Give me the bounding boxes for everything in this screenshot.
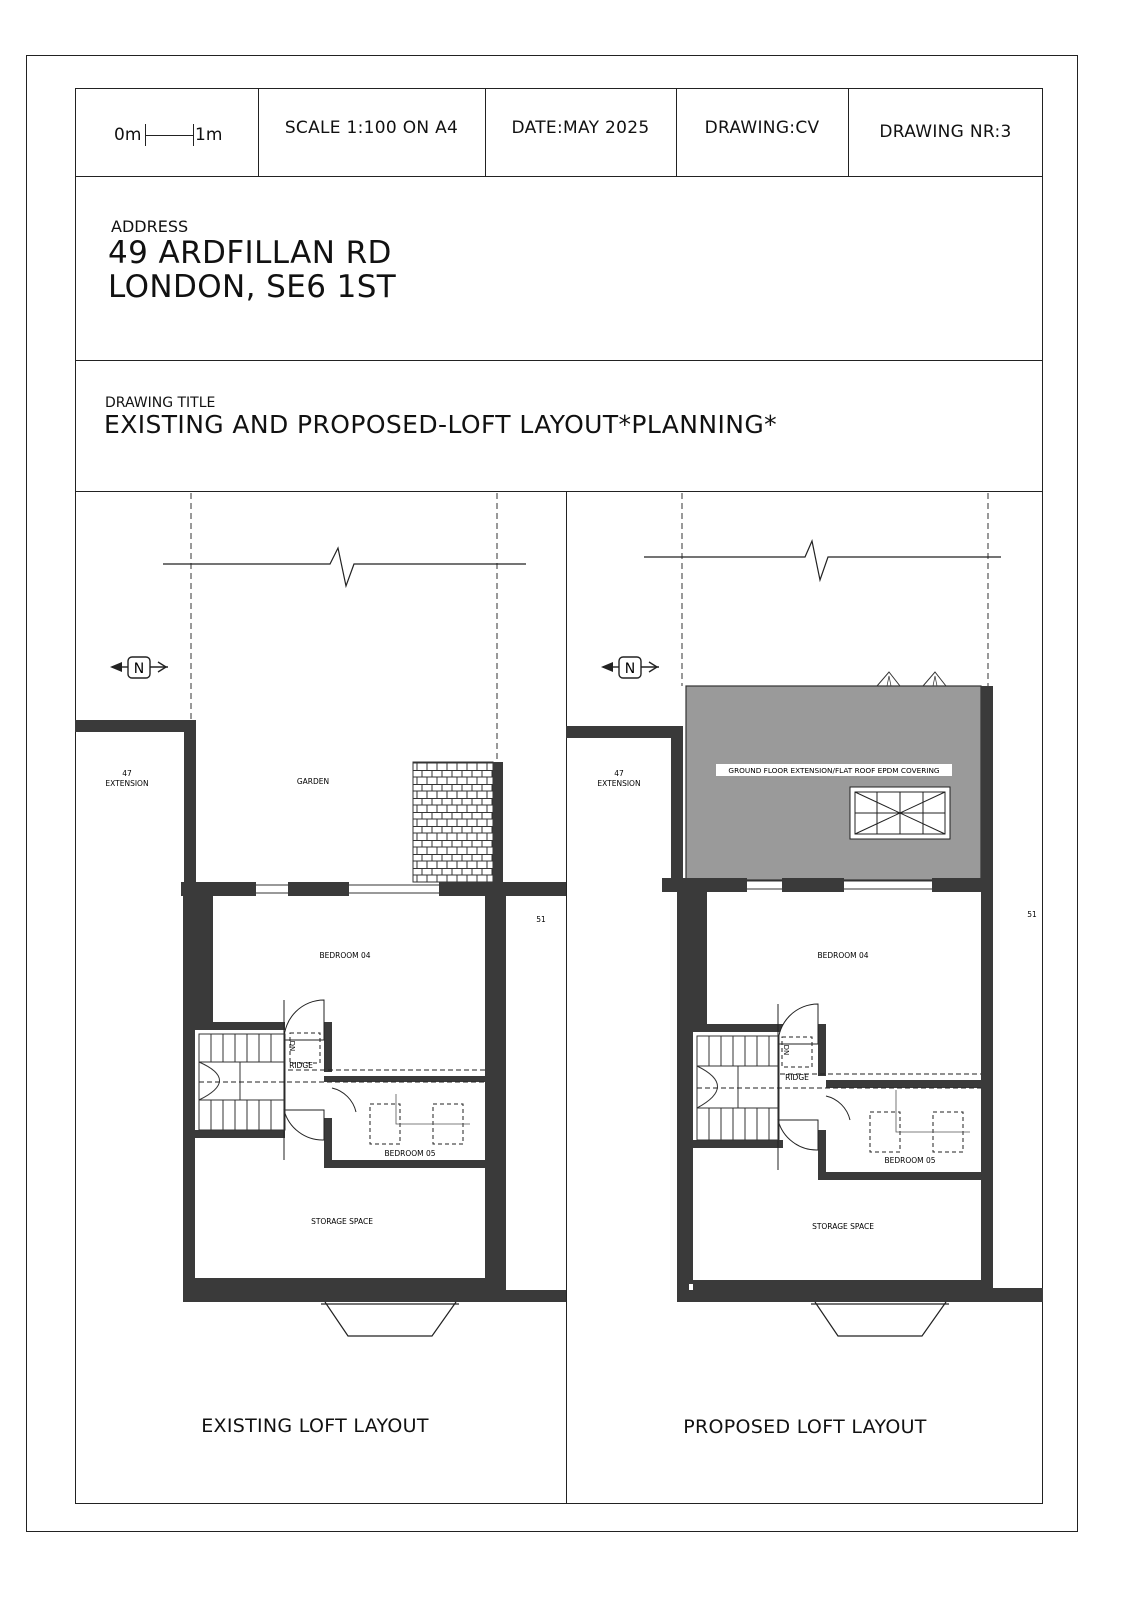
drawing-number: DRAWING NR:3 [879,122,1012,142]
proposed-plan [507,493,1043,1336]
ridge-label: RIDGE [289,1061,313,1070]
bedroom-04-label: BEDROOM 04 [319,951,371,960]
north-arrow-proposed [601,657,659,678]
dn-label: DN [288,1040,296,1052]
ridge-label: RIDGE [785,1073,809,1082]
rooflight [850,787,950,839]
address-line-2: LONDON, SE6 1ST [108,269,397,305]
storage-label: STORAGE SPACE [812,1222,874,1231]
scale-label: SCALE 1:100 ON A4 [284,118,459,138]
north-arrow-existing [110,657,168,678]
garden-label: GARDEN [296,777,330,786]
scale-bar-end: 1m [195,125,223,145]
existing-plan [75,493,566,1336]
drawing-title: EXISTING AND PROPOSED-LOFT LAYOUT*PLANNING* [104,410,778,439]
proposed-layout-caption: PROPOSED LOFT LAYOUT [683,1416,927,1438]
storage-label: STORAGE SPACE [311,1217,373,1226]
bedroom-04-label: BEDROOM 04 [817,951,869,960]
neighbour-left-label: EXTENSION [105,779,149,788]
drawing-label: DRAWING:CV [704,118,820,138]
dn-label: DN [782,1044,790,1056]
bedroom-05-label: BEDROOM 05 [884,1156,936,1165]
neighbour-left-number: 47 [122,769,132,778]
neighbour-right-label: 51 [1027,910,1037,919]
north-label: N [133,661,145,677]
neighbour-left-number: 47 [614,769,624,778]
existing-layout-caption: EXISTING LOFT LAYOUT [201,1415,429,1437]
north-label: N [624,661,636,677]
date-label: DATE:MAY 2025 [511,118,650,138]
address-line-1: 49 ARDFILLAN RD [108,235,392,271]
scale-bar-start: 0m [114,125,142,145]
address-label: ADDRESS [111,217,189,236]
drawing-title-label: DRAWING TITLE [105,395,216,411]
bedroom-05-label: BEDROOM 05 [384,1149,436,1158]
neighbour-right-label: 51 [536,915,546,924]
extension-roof-label: GROUND FLOOR EXTENSION/FLAT ROOF EPDM COVERING [728,766,940,775]
neighbour-left-label: EXTENSION [597,779,641,788]
